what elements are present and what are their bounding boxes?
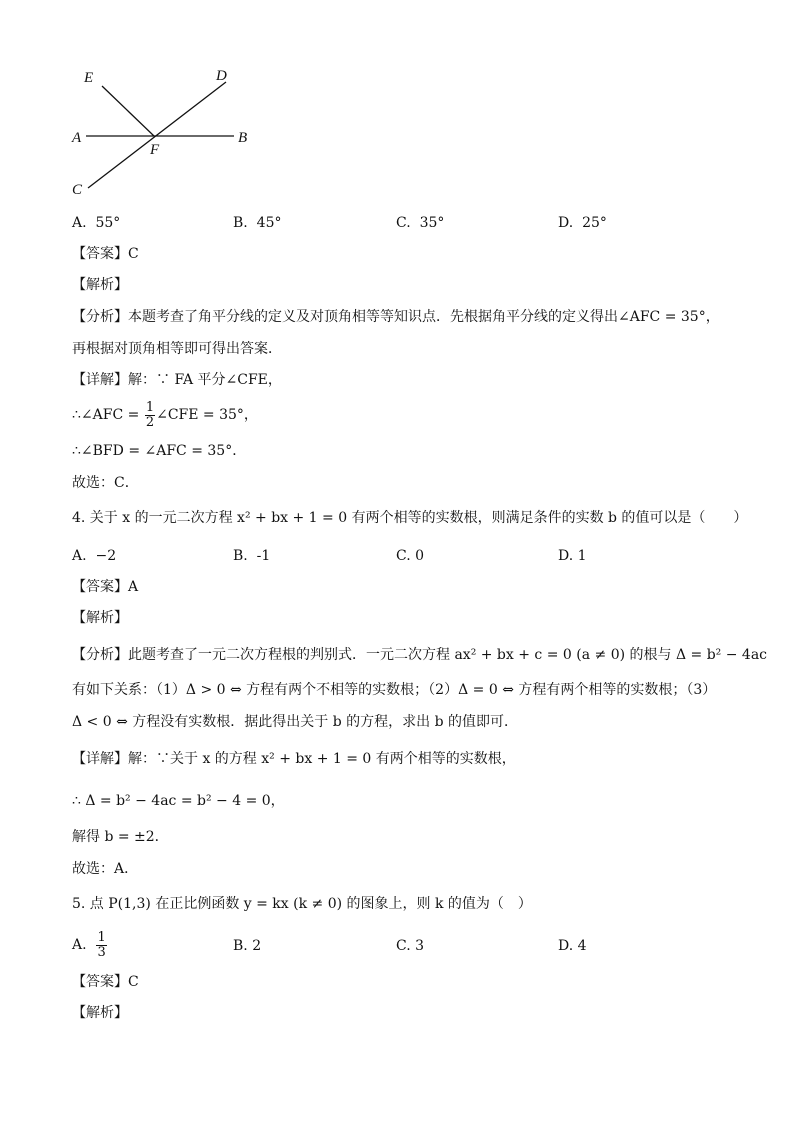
- q5-option-d: [558, 937, 587, 955]
- option-value: 45°: [256, 215, 282, 231]
- answer-value: C: [128, 974, 139, 990]
- q5-option-c: [396, 937, 424, 955]
- q4-detail-line1: [72, 750, 516, 768]
- q4-fenxi-line2: 有如下关系：（1）Δ > 0 ⇔ 方程有两个不相等的实数根；（2）Δ = 0 ⇔ 方程有两个相等的实数根；（3）: [72, 682, 717, 698]
- answer-value: C: [128, 246, 139, 262]
- line-cd: [88, 82, 226, 188]
- option-value: 1: [577, 548, 587, 564]
- answer-value: A: [128, 579, 139, 595]
- option-letter: D.: [558, 215, 574, 231]
- label-a: A: [72, 130, 82, 146]
- answer-tag: 【答案】: [72, 974, 128, 990]
- detail-text-pre: ∴∠AFC =: [72, 407, 144, 423]
- fraction-numerator: 1: [145, 399, 155, 415]
- q3-analysis-heading: 【解析】: [72, 277, 128, 293]
- option-value: 3: [415, 938, 425, 954]
- option-value: 35°: [419, 215, 445, 231]
- ray-fe: [102, 86, 154, 136]
- option-letter: C.: [396, 938, 411, 954]
- q3-choose: 故选：C．: [72, 475, 139, 491]
- q4-option-d: [558, 547, 587, 565]
- answer-tag: 【答案】: [72, 579, 128, 595]
- label-e: E: [84, 70, 94, 86]
- fenxi-tag: 【分析】: [72, 309, 128, 325]
- detail-text-post: ∠CFE = 35°，: [156, 407, 258, 423]
- option-letter: D.: [558, 548, 574, 564]
- option-letter: B.: [233, 548, 248, 564]
- q4-option-b: [233, 547, 270, 565]
- q3-option-d: [558, 214, 607, 232]
- q3-fenxi-line1: [72, 308, 720, 326]
- fraction-numerator: 1: [97, 929, 106, 945]
- fraction-denominator: 3: [97, 944, 106, 960]
- option-value: 0: [415, 548, 425, 564]
- q3-option-b: [233, 214, 281, 232]
- q3-option-c: [396, 214, 444, 232]
- q4-option-c: [396, 547, 424, 565]
- label-b: B: [238, 130, 248, 146]
- label-f: F: [150, 142, 160, 158]
- fenxi-text: 本题考查了角平分线的定义及对顶角相等等知识点．先根据角平分线的定义得出∠AFC = 35°，: [128, 309, 720, 325]
- q4-fenxi-line3: Δ < 0 ⇔ 方程没有实数根．据此得出关于 b 的方程，求出 b 的值即可．: [72, 714, 519, 730]
- q4-fenxi-line1: [72, 646, 767, 664]
- detail-text: 解：∵关于 x 的方程 x² + bx + 1 = 0 有两个相等的实数根，: [128, 751, 516, 767]
- option-letter: C.: [396, 215, 411, 231]
- angle-figure: [66, 60, 266, 200]
- option-value: 4: [577, 938, 587, 954]
- q3-answer: [72, 245, 139, 263]
- q4-analysis-heading: 【解析】: [72, 610, 128, 626]
- q5-answer: [72, 973, 139, 991]
- fenxi-tag: 【分析】: [72, 647, 128, 663]
- option-letter: C.: [396, 548, 411, 564]
- q3-detail-line2: [72, 398, 258, 432]
- label-d: D: [216, 68, 227, 84]
- q4-answer: [72, 578, 138, 596]
- q4-choose: 故选：A．: [72, 861, 139, 877]
- option-letter: B.: [233, 215, 248, 231]
- label-c: C: [72, 182, 83, 198]
- answer-tag: 【答案】: [72, 246, 128, 262]
- q4-detail-line3: 解得 b = ±2．: [72, 829, 169, 845]
- option-letter: A.: [72, 937, 87, 953]
- detail-tag: 【详解】: [72, 751, 128, 767]
- option-value: 25°: [582, 215, 607, 231]
- q3-fenxi-line2: 再根据对顶角相等即可得出答案．: [72, 341, 282, 357]
- option-value: 55°: [95, 215, 121, 231]
- q5-analysis-heading: 【解析】: [72, 1005, 128, 1021]
- detail-text: 解：∵ FA 平分∠CFE，: [128, 372, 282, 388]
- q3-detail-line1: [72, 371, 282, 389]
- q3-detail-line3: ∴∠BFD = ∠AFC = 35°．: [72, 443, 247, 459]
- option-letter: A.: [72, 215, 87, 231]
- q4-option-a: [72, 547, 116, 565]
- option-letter: B.: [233, 938, 248, 954]
- option-value: 2: [252, 938, 262, 954]
- q4-stem: 4. 关于 x 的一元二次方程 x² + bx + 1 = 0 有两个相等的实数根，则满足条件的实数 b 的值可以是（ ）: [72, 510, 748, 526]
- q3-option-a: [72, 214, 120, 232]
- q5-stem: 5. 点 P(1,3) 在正比例函数 y = kx (k ≠ 0) 的图象上，则 k 的值为（ ）: [72, 896, 532, 912]
- fraction-denominator: 2: [145, 414, 155, 430]
- option-value: -1: [256, 548, 271, 564]
- option-letter: D.: [558, 938, 574, 954]
- fraction-half: [145, 401, 155, 430]
- q4-detail-line2: ∴ Δ = b² − 4ac = b² − 4 = 0，: [72, 793, 285, 809]
- q5-option-b: [233, 937, 261, 955]
- option-value: −2: [95, 548, 117, 564]
- fenxi-text: 此题考查了一元二次方程根的判别式．一元二次方程 ax² + bx + c = 0 (a ≠ 0) 的根与 Δ = b² − 4ac: [128, 647, 768, 663]
- fraction-one-third: [96, 931, 106, 960]
- option-letter: A.: [72, 548, 87, 564]
- detail-tag: 【详解】: [72, 372, 128, 388]
- q5-option-a: [72, 928, 108, 962]
